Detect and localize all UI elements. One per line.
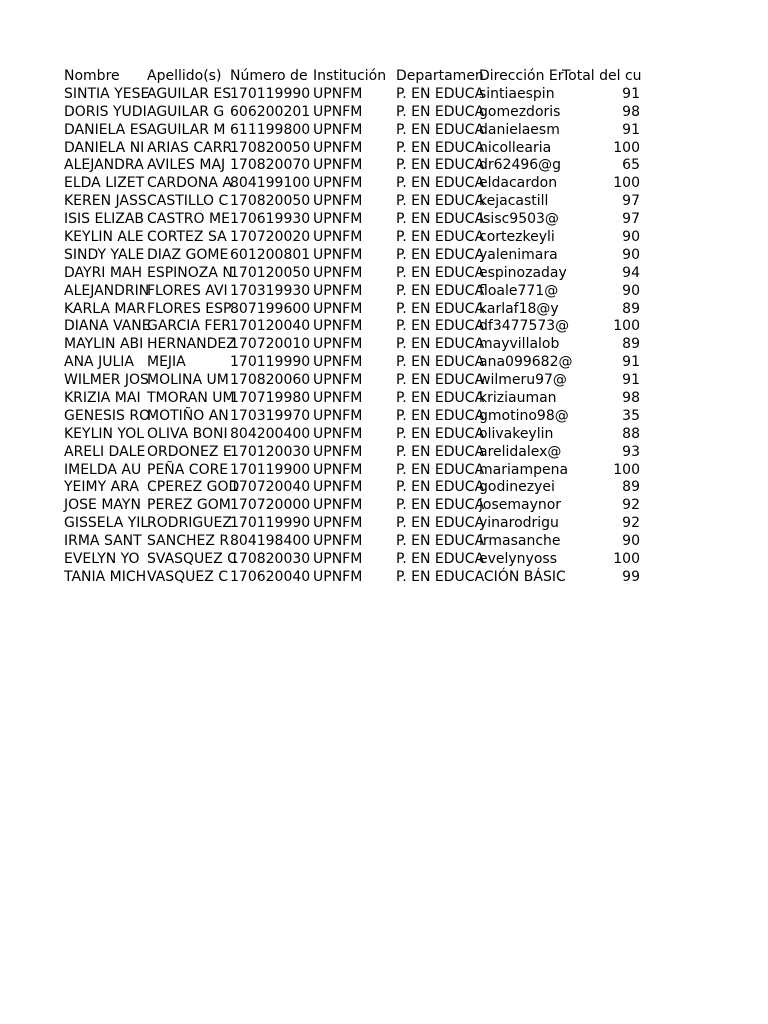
cell-departamento[interactable]: P. EN EDUCA xyxy=(396,515,485,532)
cell-departamento[interactable]: P. EN EDUCA xyxy=(396,139,485,156)
cell-direccion[interactable]: arelidalex@ xyxy=(479,443,562,460)
table-row xyxy=(62,444,643,462)
cell-apellidos[interactable]: SVASQUEZ C xyxy=(147,551,237,568)
cell-nombre[interactable]: DAYRI MAH xyxy=(64,264,143,281)
cell-apellidos[interactable]: CASTILLO C xyxy=(147,193,229,210)
cell-institucion[interactable]: UPNFM xyxy=(313,175,363,192)
header-row xyxy=(62,68,643,86)
cell-departamento[interactable]: P. EN EDUCA xyxy=(396,264,485,281)
cell-total[interactable]: 91 xyxy=(622,121,640,138)
cell-numero[interactable]: 804198400 xyxy=(230,533,311,550)
cell-total[interactable]: 92 xyxy=(622,515,640,532)
cell-total[interactable]: 100 xyxy=(613,175,640,192)
cell-institucion[interactable]: UPNFM xyxy=(313,479,363,496)
cell-apellidos[interactable]: PEÑA CORE xyxy=(147,461,229,478)
header-apellidos[interactable]: Apellido(s) xyxy=(147,68,222,84)
cell-total[interactable]: 92 xyxy=(622,497,640,514)
cell-numero[interactable]: 606200201 xyxy=(230,103,311,120)
cell-direccion[interactable]: mariampena xyxy=(479,461,569,478)
cell-institucion[interactable]: UPNFM xyxy=(313,443,363,460)
cell-institucion[interactable]: UPNFM xyxy=(313,425,363,442)
cell-numero[interactable]: 170120050 xyxy=(230,264,311,281)
cell-numero[interactable]: 601200801 xyxy=(230,246,311,263)
cell-departamento[interactable]: P. EN EDUCA xyxy=(396,211,485,228)
table-row xyxy=(62,140,643,158)
cell-numero[interactable]: 170820070 xyxy=(230,157,311,174)
cell-apellidos[interactable]: ESPINOZA N xyxy=(147,264,233,281)
cell-institucion[interactable]: UPNFM xyxy=(313,246,363,263)
cell-departamento[interactable]: P. EN EDUCA xyxy=(396,175,485,192)
cell-apellidos[interactable]: AVILES MAJ xyxy=(147,157,226,174)
cell-total[interactable]: 97 xyxy=(622,211,640,228)
cell-numero[interactable]: 170820050 xyxy=(230,193,311,210)
cell-direccion[interactable]: kejacastill xyxy=(479,193,549,210)
cell-apellidos[interactable]: HERNANDEZ xyxy=(147,336,236,353)
cell-apellidos[interactable]: ORDONEZ E xyxy=(147,443,232,460)
cell-departamento[interactable]: P. EN EDUCACIÓN BÁSIC xyxy=(396,568,566,585)
cell-apellidos[interactable]: MOLINA UM xyxy=(147,372,229,389)
cell-direccion[interactable]: josemaynor xyxy=(479,497,562,514)
cell-institucion[interactable]: UPNFM xyxy=(313,139,363,156)
table-body xyxy=(62,86,643,587)
header-nombre[interactable]: Nombre xyxy=(64,68,120,84)
cell-direccion[interactable]: nicollearia xyxy=(479,139,552,156)
cell-apellidos[interactable]: OLIVA BONI xyxy=(147,425,228,442)
cell-direccion[interactable]: kriziauman xyxy=(479,390,557,407)
cell-institucion[interactable]: UPNFM xyxy=(313,300,363,317)
cell-departamento[interactable]: P. EN EDUCA xyxy=(396,246,485,263)
cell-numero[interactable]: 170720010 xyxy=(230,336,311,353)
cell-departamento[interactable]: P. EN EDUCA xyxy=(396,479,485,496)
header-institucion[interactable]: Institución xyxy=(313,68,387,84)
cell-total[interactable]: 94 xyxy=(622,264,640,281)
header-departamento[interactable]: Departamen xyxy=(396,68,484,84)
cell-direccion[interactable]: floale771@ xyxy=(479,282,559,299)
cell-nombre[interactable]: KEYLIN YOL xyxy=(64,425,145,442)
cell-nombre[interactable]: DANIELA NI xyxy=(64,139,145,156)
table-row xyxy=(62,211,643,229)
cell-numero[interactable]: 807199600 xyxy=(230,300,311,317)
cell-institucion[interactable]: UPNFM xyxy=(313,211,363,228)
cell-nombre[interactable]: KEREN JASS xyxy=(64,193,147,210)
table-row xyxy=(62,462,643,480)
cell-institucion[interactable]: UPNFM xyxy=(313,264,363,281)
cell-numero[interactable]: 170720000 xyxy=(230,497,311,514)
cell-total[interactable]: 90 xyxy=(622,282,640,299)
cell-institucion[interactable]: UPNFM xyxy=(313,568,363,585)
cell-numero[interactable]: 170319970 xyxy=(230,407,311,424)
cell-apellidos[interactable]: DIAZ GOME xyxy=(147,246,229,263)
cell-direccion[interactable]: godinezyei xyxy=(479,479,555,496)
cell-nombre[interactable]: EVELYN YO xyxy=(64,551,140,568)
cell-total[interactable]: 98 xyxy=(622,390,640,407)
cell-institucion[interactable]: UPNFM xyxy=(313,372,363,389)
cell-direccion[interactable]: Isisc9503@ xyxy=(479,211,559,228)
table-row xyxy=(62,408,643,426)
cell-institucion[interactable]: UPNFM xyxy=(313,336,363,353)
cell-numero[interactable]: 804199100 xyxy=(230,175,311,192)
cell-numero[interactable]: 170820030 xyxy=(230,551,311,568)
cell-direccion[interactable]: gmotino98@ xyxy=(479,407,569,424)
cell-nombre[interactable]: KARLA MAR xyxy=(64,300,146,317)
cell-direccion[interactable]: eldacardon xyxy=(479,175,558,192)
cell-apellidos[interactable]: MOTIÑO AN xyxy=(147,407,229,424)
cell-nombre[interactable]: DANIELA ES xyxy=(64,121,148,138)
table-row xyxy=(62,86,643,104)
cell-total[interactable]: 100 xyxy=(613,139,640,156)
cell-apellidos[interactable]: CARDONA A xyxy=(147,175,232,192)
cell-total[interactable]: 91 xyxy=(622,85,640,102)
cell-total[interactable]: 90 xyxy=(622,533,640,550)
table-row xyxy=(62,247,643,265)
cell-nombre[interactable]: ARELI DALE xyxy=(64,443,146,460)
cell-departamento[interactable]: P. EN EDUCA xyxy=(396,85,485,102)
cell-departamento[interactable]: P. EN EDUCA xyxy=(396,103,485,120)
cell-departamento[interactable]: P. EN EDUCA xyxy=(396,533,485,550)
cell-nombre[interactable]: MAYLIN ABI xyxy=(64,336,144,353)
cell-nombre[interactable]: DORIS YUDI xyxy=(64,103,147,120)
cell-institucion[interactable]: UPNFM xyxy=(313,461,363,478)
cell-institucion[interactable]: UPNFM xyxy=(313,390,363,407)
cell-institucion[interactable]: UPNFM xyxy=(313,515,363,532)
cell-nombre[interactable]: SINTIA YESE xyxy=(64,85,150,102)
table-row xyxy=(62,122,643,140)
cell-departamento[interactable]: P. EN EDUCA xyxy=(396,390,485,407)
cell-numero[interactable]: 170119990 xyxy=(230,515,311,532)
table-row xyxy=(62,533,643,551)
cell-direccion[interactable]: karlaf18@y xyxy=(479,300,559,317)
cell-direccion[interactable]: df3477573@ xyxy=(479,318,570,335)
table-row xyxy=(62,354,643,372)
cell-total[interactable]: 89 xyxy=(622,479,640,496)
cell-total[interactable]: 91 xyxy=(622,372,640,389)
cell-departamento[interactable]: P. EN EDUCA xyxy=(396,372,485,389)
cell-institucion[interactable]: UPNFM xyxy=(313,121,363,138)
cell-direccion[interactable]: cortezkeyli xyxy=(479,229,555,246)
cell-total[interactable]: 88 xyxy=(622,425,640,442)
table-row xyxy=(62,551,643,569)
header-numero[interactable]: Número de xyxy=(230,68,308,84)
cell-direccion[interactable]: dr62496@g xyxy=(479,157,562,174)
cell-institucion[interactable]: UPNFM xyxy=(313,318,363,335)
cell-nombre[interactable]: IRMA SANT xyxy=(64,533,142,550)
cell-numero[interactable]: 170620040 xyxy=(230,568,311,585)
cell-direccion[interactable]: mayvillalob xyxy=(479,336,560,353)
cell-total[interactable]: 97 xyxy=(622,193,640,210)
cell-apellidos[interactable]: VASQUEZ C xyxy=(147,568,229,585)
cell-institucion[interactable]: UPNFM xyxy=(313,103,363,120)
cell-nombre[interactable]: ELDA LIZET xyxy=(64,175,145,192)
cell-apellidos[interactable]: FLORES ESP xyxy=(147,300,232,317)
cell-direccion[interactable]: wilmeru97@ xyxy=(479,372,567,389)
cell-total[interactable]: 100 xyxy=(613,461,640,478)
table-row xyxy=(62,390,643,408)
cell-numero[interactable]: 804200400 xyxy=(230,425,311,442)
cell-departamento[interactable]: P. EN EDUCA xyxy=(396,157,485,174)
cell-direccion[interactable]: espinozaday xyxy=(479,264,567,281)
table-row xyxy=(62,479,643,497)
cell-total[interactable]: 35 xyxy=(622,407,640,424)
cell-institucion[interactable]: UPNFM xyxy=(313,407,363,424)
cell-nombre[interactable]: DIANA VANE xyxy=(64,318,151,335)
cell-apellidos[interactable]: ARIAS CARR xyxy=(147,139,233,156)
cell-nombre[interactable]: GENESIS RO xyxy=(64,407,151,424)
table-row xyxy=(62,104,643,122)
header-total[interactable]: Total del cu xyxy=(562,68,642,84)
cell-total[interactable]: 100 xyxy=(613,551,640,568)
cell-institucion[interactable]: UPNFM xyxy=(313,157,363,174)
spreadsheet xyxy=(62,68,643,587)
cell-total[interactable]: 91 xyxy=(622,354,640,371)
cell-departamento[interactable]: P. EN EDUCA xyxy=(396,300,485,317)
cell-apellidos[interactable]: AGUILAR ES xyxy=(147,85,232,102)
cell-numero[interactable]: 170119900 xyxy=(230,461,311,478)
cell-direccion[interactable]: evelynyoss xyxy=(479,551,557,568)
cell-institucion[interactable]: UPNFM xyxy=(313,497,363,514)
cell-total[interactable]: 99 xyxy=(622,568,640,585)
cell-numero[interactable]: 170119990 xyxy=(230,85,311,102)
cell-apellidos[interactable]: SANCHEZ R xyxy=(147,533,230,550)
table-row xyxy=(62,497,643,515)
table-row xyxy=(62,193,643,211)
cell-numero[interactable]: 170619930 xyxy=(230,211,311,228)
cell-numero[interactable]: 170720040 xyxy=(230,479,311,496)
cell-institucion[interactable]: UPNFM xyxy=(313,282,363,299)
cell-institucion[interactable]: UPNFM xyxy=(313,85,363,102)
cell-direccion[interactable]: danielaesm xyxy=(479,121,560,138)
cell-nombre[interactable]: TANIA MICH xyxy=(64,568,147,585)
cell-departamento[interactable]: P. EN EDUCA xyxy=(396,497,485,514)
header-direccion[interactable]: Dirección Er xyxy=(479,68,564,84)
cell-departamento[interactable]: P. EN EDUCA xyxy=(396,461,485,478)
table-row xyxy=(62,318,643,336)
cell-numero[interactable]: 170719980 xyxy=(230,390,311,407)
cell-institucion[interactable]: UPNFM xyxy=(313,193,363,210)
cell-nombre[interactable]: KRIZIA MAI xyxy=(64,390,141,407)
cell-total[interactable]: 90 xyxy=(622,229,640,246)
cell-numero[interactable]: 170319930 xyxy=(230,282,311,299)
cell-apellidos[interactable]: AGUILAR G xyxy=(147,103,225,120)
cell-nombre[interactable]: GISSELA YIL xyxy=(64,515,149,532)
cell-apellidos[interactable]: CORTEZ SA xyxy=(147,229,227,246)
cell-numero[interactable]: 170120040 xyxy=(230,318,311,335)
cell-institucion[interactable]: UPNFM xyxy=(313,533,363,550)
cell-numero[interactable]: 611199800 xyxy=(230,121,311,138)
table-row xyxy=(62,265,643,283)
cell-numero[interactable]: 170720020 xyxy=(230,229,311,246)
cell-total[interactable]: 65 xyxy=(622,157,640,174)
cell-direccion[interactable]: ana099682@ xyxy=(479,354,573,371)
cell-nombre[interactable]: YEIMY ARA xyxy=(64,479,139,496)
table-row xyxy=(62,175,643,193)
cell-nombre[interactable]: ANA JULIA xyxy=(64,354,134,371)
cell-departamento[interactable]: P. EN EDUCA xyxy=(396,282,485,299)
cell-apellidos[interactable]: AGUILAR M xyxy=(147,121,226,138)
cell-apellidos[interactable]: PEREZ GOM xyxy=(147,497,231,514)
cell-apellidos[interactable]: MEJIA xyxy=(147,354,186,371)
table-row xyxy=(62,301,643,319)
cell-direccion[interactable]: sintiaespin xyxy=(479,85,555,102)
cell-numero[interactable]: 170820050 xyxy=(230,139,311,156)
cell-institucion[interactable]: UPNFM xyxy=(313,229,363,246)
cell-direccion[interactable]: olivakeylin xyxy=(479,425,554,442)
table-row xyxy=(62,283,643,301)
table-row xyxy=(62,515,643,533)
cell-departamento[interactable]: P. EN EDUCA xyxy=(396,121,485,138)
cell-departamento[interactable]: P. EN EDUCA xyxy=(396,354,485,371)
cell-nombre[interactable]: SINDY YALE xyxy=(64,246,145,263)
cell-nombre[interactable]: WILMER JOS xyxy=(64,372,149,389)
table-row xyxy=(62,426,643,444)
cell-apellidos[interactable]: CPEREZ GOD xyxy=(147,479,240,496)
cell-apellidos[interactable]: FLORES AVI xyxy=(147,282,228,299)
cell-total[interactable]: 93 xyxy=(622,443,640,460)
table-row xyxy=(62,157,643,175)
cell-total[interactable]: 98 xyxy=(622,103,640,120)
cell-nombre[interactable]: KEYLIN ALE xyxy=(64,229,144,246)
cell-institucion[interactable]: UPNFM xyxy=(313,551,363,568)
cell-departamento[interactable]: P. EN EDUCA xyxy=(396,407,485,424)
cell-institucion[interactable]: UPNFM xyxy=(313,354,363,371)
table-row xyxy=(62,372,643,390)
cell-nombre[interactable]: ISIS ELIZAB xyxy=(64,211,145,228)
cell-numero[interactable]: 170820060 xyxy=(230,372,311,389)
cell-direccion[interactable]: irmasanche xyxy=(479,533,561,550)
cell-nombre[interactable]: ALEJANDRIN xyxy=(64,282,150,299)
cell-direccion[interactable]: yinarodrigu xyxy=(479,515,559,532)
cell-total[interactable]: 89 xyxy=(622,336,640,353)
cell-departamento[interactable]: P. EN EDUCA xyxy=(396,193,485,210)
cell-departamento[interactable]: P. EN EDUCA xyxy=(396,551,485,568)
cell-direccion[interactable]: gomezdoris xyxy=(479,103,561,120)
cell-nombre[interactable]: ALEJANDRA xyxy=(64,157,144,174)
cell-apellidos[interactable]: GARCIA FER xyxy=(147,318,232,335)
cell-numero[interactable]: 170120030 xyxy=(230,443,311,460)
cell-total[interactable]: 89 xyxy=(622,300,640,317)
cell-nombre[interactable]: IMELDA AU xyxy=(64,461,142,478)
cell-nombre[interactable]: JOSE MAYN xyxy=(64,497,141,514)
cell-departamento[interactable]: P. EN EDUCA xyxy=(396,229,485,246)
table-row xyxy=(62,229,643,247)
cell-total[interactable]: 100 xyxy=(613,318,640,335)
cell-numero[interactable]: 170119990 xyxy=(230,354,311,371)
cell-total[interactable]: 90 xyxy=(622,246,640,263)
cell-apellidos[interactable]: CASTRO ME xyxy=(147,211,230,228)
cell-apellidos[interactable]: RODRIGUEZ xyxy=(147,515,232,532)
cell-apellidos[interactable]: TMORAN UM xyxy=(147,390,235,407)
cell-departamento[interactable]: P. EN EDUCA xyxy=(396,443,485,460)
table-row xyxy=(62,336,643,354)
cell-departamento[interactable]: P. EN EDUCA xyxy=(396,336,485,353)
cell-direccion[interactable]: yalenimara xyxy=(479,246,558,263)
table-row xyxy=(62,569,643,587)
cell-departamento[interactable]: P. EN EDUCA xyxy=(396,425,485,442)
cell-departamento[interactable]: P. EN EDUCA xyxy=(396,318,485,335)
